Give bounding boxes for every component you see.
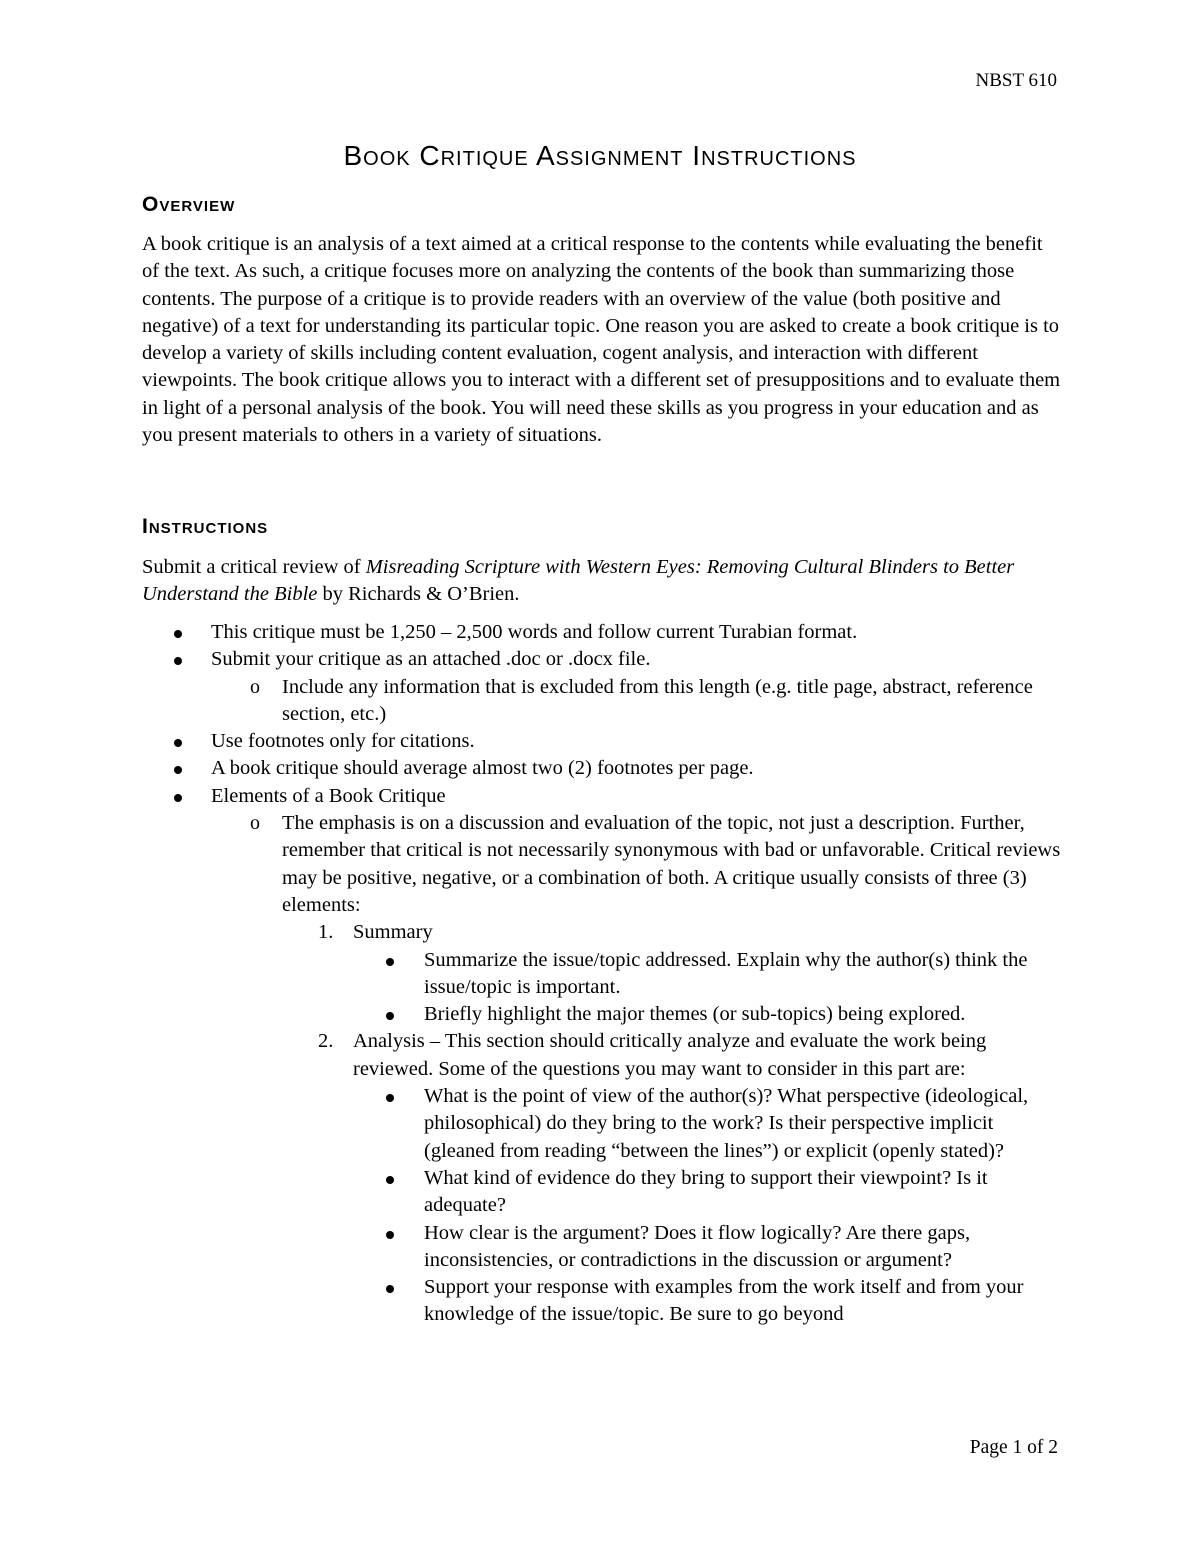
circle-bullet-icon: o [250, 675, 260, 698]
bullet-icon [386, 1001, 394, 1028]
page-title: Book Critique Assignment Instructions [343, 140, 857, 171]
bullet-footnotes: Use footnotes only for citations. [211, 730, 475, 753]
bullet-icon [386, 1220, 394, 1247]
list-item [142, 947, 1062, 1002]
analysis-number: 2. [318, 1030, 334, 1053]
overview-heading: Overview [142, 193, 236, 216]
list-item [142, 619, 1062, 646]
bullet-icon [386, 1274, 394, 1301]
bullet-icon [386, 1165, 394, 1192]
list-item [142, 1001, 1062, 1028]
bullet-icon [174, 783, 182, 810]
analysis-label: Analysis – This section should critically analyze and evaluate the work being reviewed. Some of the questions you may want to consider in this part are: [353, 1030, 987, 1080]
bullet-icon [174, 619, 182, 646]
bullet-icon [386, 1083, 394, 1110]
summary-number: 1. [318, 921, 334, 944]
list-item [142, 728, 1062, 755]
bullet-icon [174, 755, 182, 782]
bullet-submit-sub: Include any information that is excluded from this length (e.g. title page, abstract, reference section, etc.) [282, 675, 1033, 725]
list-item [142, 1083, 1062, 1165]
list-item [142, 919, 1062, 946]
list-item [142, 1220, 1062, 1275]
list-item [142, 1165, 1062, 1220]
bullet-elements: Elements of a Book Critique [211, 784, 446, 807]
bullet-icon [386, 947, 394, 974]
bullet-elements-sub: The emphasis is on a discussion and evaluation of the topic, not just a description. Further, remember that critical is not necessarily synonymous with bad or unfavorable. Critical reviews may be positive, negative, or a combination of both. A critique usually consists of three (3) elements: [282, 812, 1061, 916]
bullet-icon [174, 728, 182, 755]
analysis-point: What kind of evidence do they bring to support their viewpoint? Is it adequate? [424, 1166, 988, 1217]
summary-label: Summary [353, 921, 433, 944]
bullet-length: This critique must be 1,250 – 2,500 words and follow current Turabian format. [211, 621, 858, 643]
summary-point: Briefly highlight the major themes (or sub-topics) being explored. [424, 1003, 966, 1026]
analysis-point: How clear is the argument? Does it flow logically? Are there gaps, inconsistencies, or contradictions in the discussion or argument? [424, 1221, 971, 1271]
instructions-heading: Instructions [142, 515, 269, 538]
list-item [142, 646, 1062, 673]
bullet-footnote-average: A book critique should average almost two (2) footnotes per page. [211, 757, 754, 780]
intro-suffix: by Richards & O’Brien. [317, 583, 520, 606]
page-number: Page 1 of 2 [969, 1437, 1058, 1458]
analysis-point: What is the point of view of the author(s)? What perspective (ideological, philosophical) do they bring to the work? Is their perspective implicit (gleaned from reading “between the lines”) or explicit (openly stated)? [424, 1085, 1029, 1162]
circle-bullet-icon: o [250, 812, 260, 835]
list-item [142, 674, 1062, 729]
list-item [142, 783, 1062, 810]
book-title: Misreading Scripture with Western Eyes: Removing Cultural Blinders to Better Understand the Bible [142, 556, 1015, 606]
list-item [142, 755, 1062, 782]
instructions-intro [142, 554, 1062, 609]
overview-paragraph: A book critique is an analysis of a text aimed at a critical response to the contents while evaluating the benefit of the text. As such, a critique focuses more on analyzing the contents of the book than summarizing those contents. The purpose of a critique is to provide readers with an overview of the value (both positive and negative) of a text for understanding its particular topic. One reason you are asked to create a book critique is to develop a variety of skills including content evaluation, cogent analysis, and interaction with different viewpoints. The book critique allows you to interact with a different set of presuppositions and to evaluate them in light of a personal analysis of the book. You will need these skills as you progress in your education and as you present materials to others in a variety of situations. [142, 233, 1061, 447]
instructions-list [142, 619, 1062, 1329]
course-code: NBST 610 [975, 70, 1057, 91]
list-item [142, 1274, 1062, 1329]
bullet-icon [174, 646, 182, 673]
list-item [142, 810, 1062, 919]
intro-prefix: Submit a critical review of [142, 556, 366, 578]
summary-point: Summarize the issue/topic addressed. Explain why the author(s) think the issue/topic is important. [424, 948, 1028, 998]
bullet-submit: Submit your critique as an attached .doc or .docx file. [211, 648, 651, 671]
analysis-point: Support your response with examples from the work itself and from your knowledge of the issue/topic. Be sure to go beyond [424, 1276, 1024, 1326]
list-item [142, 1028, 1062, 1083]
